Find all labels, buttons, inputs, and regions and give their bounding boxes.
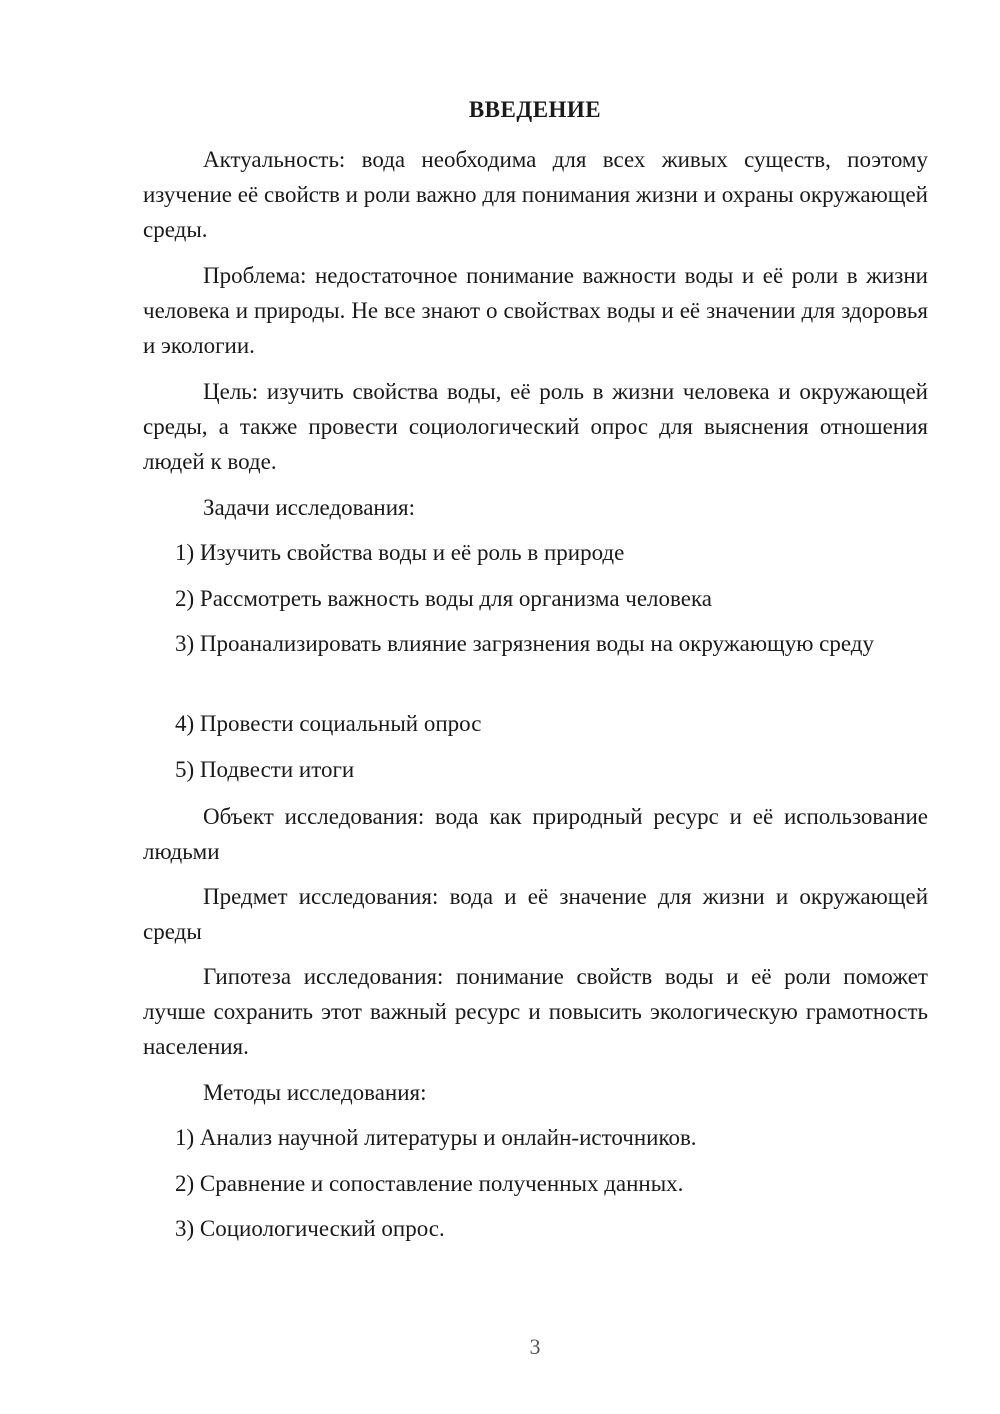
task-item: 5) Подвести итоги — [175, 757, 355, 782]
tasks-heading: Задачи исследования: — [203, 495, 416, 520]
page-title: ВВЕДЕНИЕ — [468, 97, 602, 122]
problem-paragraph: Проблема: недостаточное понимание важности воды и её роли в жизни человека и природы. Не все знают о свойствах воды и её значении для здоровья и экологии. — [143, 263, 928, 358]
relevance-paragraph: Актуальность: вода необходима для всех живых существ, поэтому изучение её свойств и роли важно для понимания жизни и охраны окружающей среды. — [143, 147, 928, 242]
hypothesis-paragraph: Гипотеза исследования: понимание свойств воды и её роли поможет лучше сохранить этот важный ресурс и повысить экологическую грамотность населения. — [143, 964, 928, 1059]
goal-paragraph: Цель: изучить свойства воды, её роль в жизни человека и окружающей среды, а также провести социологический опрос для выяснения отношения людей к воде. — [143, 379, 928, 474]
task-item: 4) Провести социальный опрос — [175, 711, 482, 736]
object-paragraph: Объект исследования: вода как природный ресурс и её использование людьми — [143, 804, 928, 864]
task-item: 2) Рассмотреть важность воды для организма человека — [175, 586, 712, 611]
methods-heading: Методы исследования: — [203, 1080, 427, 1105]
page-number: 3 — [529, 1334, 541, 1359]
method-item: 1) Анализ научной литературы и онлайн-источников. — [175, 1125, 697, 1150]
method-item: 2) Сравнение и сопоставление полученных данных. — [175, 1171, 684, 1196]
task-item: 1) Изучить свойства воды и её роль в природе — [175, 540, 625, 565]
task-item: 3) Проанализировать влияние загрязнения воды на окружающую среду — [175, 631, 874, 656]
subject-paragraph: Предмет исследования: вода и её значение для жизни и окружающей среды — [143, 884, 928, 944]
method-item: 3) Социологический опрос. — [175, 1216, 445, 1241]
